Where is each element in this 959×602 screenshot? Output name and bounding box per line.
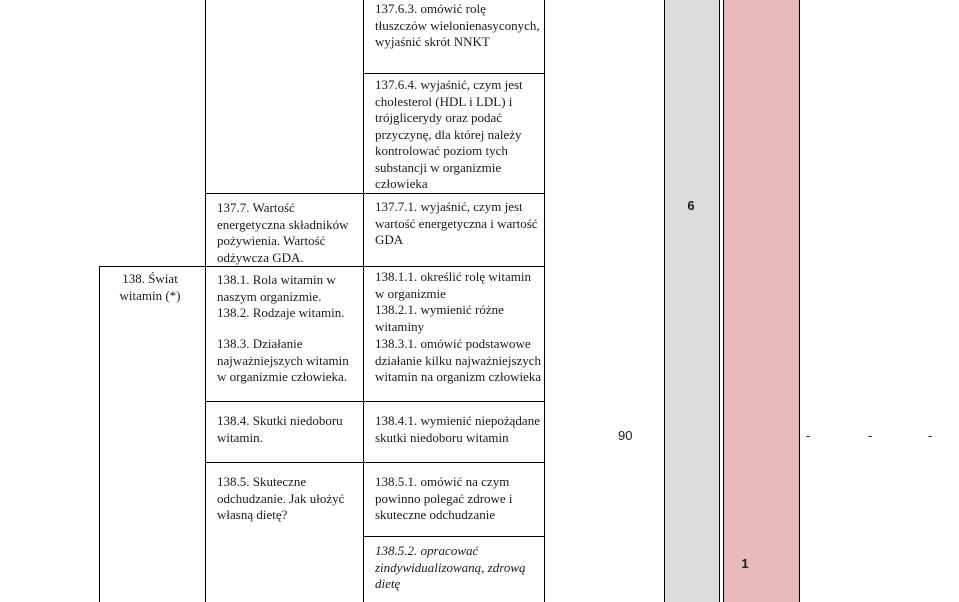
outcome-138-5-2: 138.5.2. opracować zindywidualizowaną, zdrową dietę [375, 543, 526, 591]
outcome-138-1-1: 138.1.1. określić rolę witamin w organizmie [375, 269, 531, 301]
grid-line [205, 401, 544, 402]
grid-line [363, 0, 364, 602]
hours-total: 90 [618, 428, 633, 443]
gray-col-number: 6 [687, 198, 695, 213]
pink-column [723, 0, 800, 602]
grid-line [205, 193, 544, 194]
gray-column [664, 0, 719, 602]
grid-line [363, 536, 544, 537]
grid-line [205, 0, 206, 602]
grid-line [719, 0, 720, 602]
outcome-138-4-1: 138.4.1. wymienić niepożądane skutki niedoboru witamin [375, 413, 540, 445]
dash: - [928, 428, 933, 443]
dash: - [806, 428, 811, 443]
grid-line [664, 0, 665, 602]
dash: - [868, 428, 873, 443]
grid-line [723, 0, 724, 602]
outcome-138-3-1: 138.3.1. omówić podstawowe działanie kilku najważniejszych witamin na organizm człowieka [375, 336, 542, 384]
section-138-label: 138. Świat witamin (*) [119, 271, 181, 303]
outcome-137-7-1: 137.7.1. wyjaśnić, czym jest wartość energetyczna i wartość GDA [375, 199, 538, 247]
outcome-137-6-3: 137.6.3. omówić rolę tłuszczów wielonienasyconych, wyjaśnić skrót NNKT [375, 1, 540, 49]
topic-138-2: 138.2. Rodzaje witamin. [217, 305, 345, 320]
pink-col-number: 1 [741, 556, 749, 571]
topic-138-5: 138.5. Skuteczne odchudzanie. Jak ułożyć własną dietę? [217, 474, 345, 522]
grid-line [205, 462, 544, 463]
grid-line [363, 73, 544, 74]
topic-138-1: 138.1. Rola witamin w naszym organizmie. [217, 272, 336, 304]
outcome-138-2-1: 138.2.1. wymienić różne witaminy [375, 302, 504, 334]
topic-138-3: 138.3. Działanie najważniejszych witamin w organizmie człowieka. [217, 336, 349, 384]
grid-line [99, 266, 544, 267]
outcome-137-6-4: 137.6.4. wyjaśnić, czym jest cholesterol (HDL i LDL) i trójglicerydy oraz podać przyczynę, dla której należy kontrolować poziom tych substancji w organizmie człowieka [375, 77, 523, 191]
topic-137-7: 137.7. Wartość energetyczna składników pożywienia. Wartość odżywcza GDA. [217, 200, 349, 265]
grid-line [99, 266, 100, 602]
outcome-138-5-1: 138.5.1. omówić na czym powinno polegać zdrowe i skuteczne odchudzanie [375, 474, 513, 522]
grid-line [799, 0, 800, 602]
topic-138-4: 138.4. Skutki niedoboru witamin. [217, 413, 343, 445]
grid-line [544, 0, 545, 602]
